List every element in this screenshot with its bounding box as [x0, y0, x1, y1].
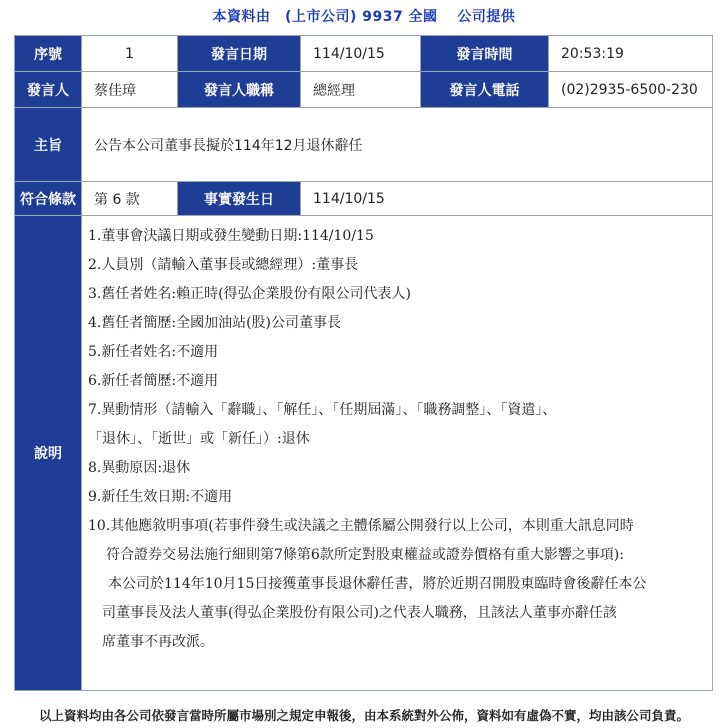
date-value: 114/10/15 [301, 36, 421, 72]
description-line: 7.異動情形（請輸入「辭職」、「解任」、「任期屆滿」、「職務調整」、「資遣」、 [88, 402, 557, 418]
description-line: 5.新任者姓名:不適用 [88, 344, 219, 360]
source-header: 本資料由 (上市公司) 9937 全國 公司提供 [212, 9, 516, 25]
row-description [15, 216, 713, 691]
description-line: 4.舊任者簡歷:全國加油站(股)公司董事長 [88, 315, 341, 331]
description-label: 說明 [15, 216, 82, 691]
time-value: 20:53:19 [549, 36, 713, 72]
description-line: 10.其他應敘明事項(若事件發生或決議之主體係屬公開發行以上公司，本則重大訊息同時 [88, 518, 634, 534]
description-line: 2.人員別（請輸入董事長或總經理）:董事長 [88, 257, 359, 273]
description-line: 8.異動原因:退休 [88, 460, 191, 476]
row-clause [15, 182, 713, 216]
description-line: 1.董事會決議日期或發生變動日期:114/10/15 [88, 228, 374, 244]
phone-value: (02)2935-6500-230 [549, 72, 713, 108]
speaker-title-label: 發言人職稱 [178, 72, 301, 108]
subject-label: 主旨 [15, 108, 82, 182]
description-line: 本公司於114年10月15日接獲董事長退休辭任書，將於近期召開股東臨時會後辭任本公 [108, 576, 647, 592]
row-subject [15, 108, 713, 182]
description-line: 9.新任生效日期:不適用 [88, 489, 233, 505]
subject-value: 公告本公司董事長擬於114年12月退休辭任 [82, 108, 713, 182]
disclaimer-footer: 以上資料均由各公司依發言當時所屬市場別之規定申報後，由本系統對外公佈，資料如有虛偽不實，均由該公司負責。 [38, 708, 689, 723]
phone-label: 發言人電話 [421, 72, 549, 108]
row-speaker [15, 72, 713, 108]
description-line: 司董事長及法人董事(得弘企業股份有限公司)之代表人職務，且該法人董事亦辭任該 [102, 605, 617, 621]
description-line: 符合證券交易法施行細則第7條第6款所定對股東權益或證券價格有重大影響之事項): [106, 547, 624, 563]
seq-value: 1 [82, 36, 178, 72]
speaker-value: 蔡佳璋 [82, 72, 178, 108]
row-sequence [15, 36, 713, 72]
description-line: 6.新任者簡歷:不適用 [88, 373, 219, 389]
description-body [82, 216, 713, 691]
speaker-title-value: 總經理 [301, 72, 421, 108]
event-date-value: 114/10/15 [301, 182, 713, 216]
description-line: 席董事不再改派。 [102, 634, 214, 650]
time-label: 發言時間 [421, 36, 549, 72]
clause-value: 第 6 款 [82, 182, 178, 216]
announcement-table [14, 35, 713, 691]
description-line: 「退休」、「逝世」或「新任」）:退休 [88, 431, 310, 447]
description-line: 3.舊任者姓名:賴正時(得弘企業股份有限公司代表人) [88, 286, 411, 302]
seq-label: 序號 [15, 36, 82, 72]
event-date-label: 事實發生日 [178, 182, 301, 216]
date-label: 發言日期 [178, 36, 301, 72]
speaker-label: 發言人 [15, 72, 82, 108]
clause-label: 符合條款 [15, 182, 82, 216]
